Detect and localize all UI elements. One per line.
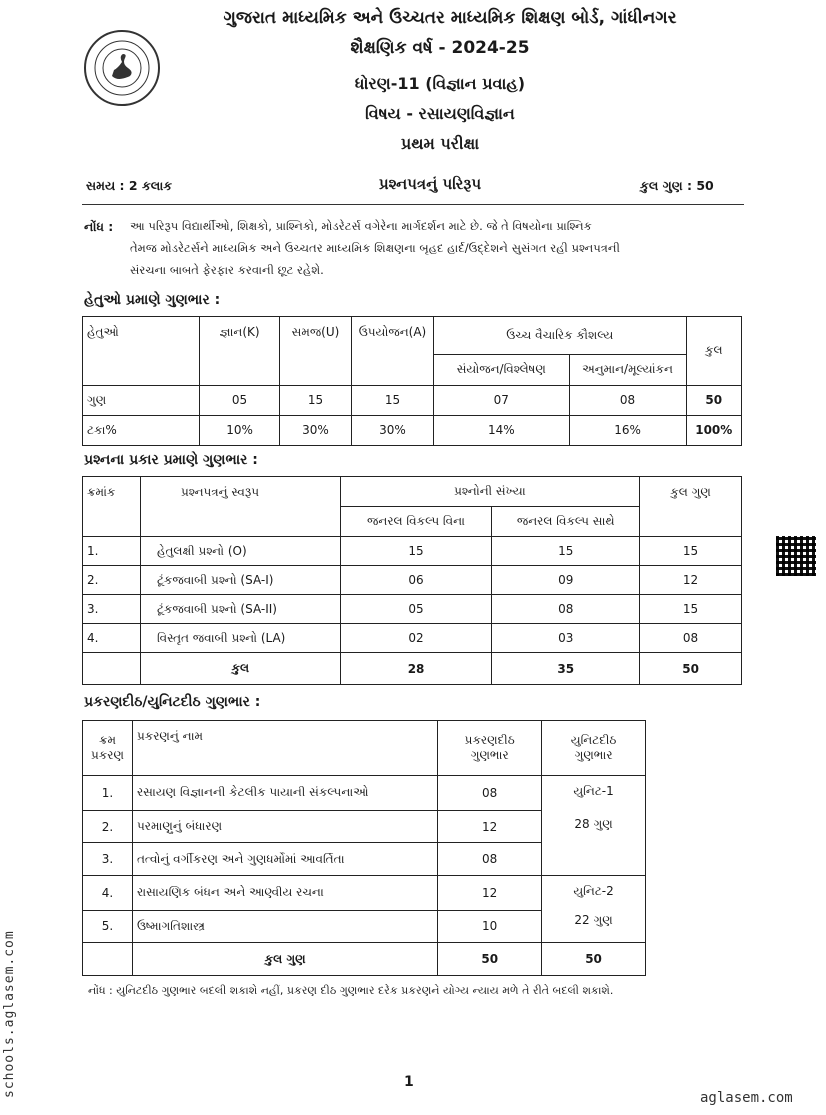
cell-chapter-name: રાસાયણિક બંધન અને આણ્વીય રચના — [132, 876, 437, 911]
board-name: ગુજરાત માધ્યમિક અને ઉચ્ચતર માધ્યમિક શિક્ષણ બોર્ડ, ગાંધીનગર — [223, 8, 677, 28]
table-row — [83, 537, 742, 566]
cell-sr: 2. — [83, 566, 141, 595]
cell-sr: 5. — [83, 910, 133, 943]
unit-1-marks: 28 ગુણ — [574, 817, 613, 832]
cell-sr: 1. — [83, 537, 141, 566]
note-label: નોંધ : — [84, 219, 114, 234]
subject-title: વિષય - રસાયણવિજ્ઞાન — [365, 104, 515, 123]
unit-2-marks: 22 ગુણ — [574, 913, 613, 927]
unit-2-name: યુનિટ-2 — [573, 884, 614, 898]
cell-marks: 10 — [438, 910, 542, 943]
site-watermark: aglasem.com — [700, 1090, 793, 1106]
col-evaluation: અનુમાન/મૂલ્યાંકન — [569, 355, 686, 385]
col-chapter-weight-line1: પ્રકરણદીઠ — [464, 733, 515, 748]
cell-value: 08 — [640, 624, 742, 653]
exam-title: પ્રથમ પરીક્ષા — [400, 134, 480, 153]
cell-chapter-name: પરમાણુનું બંધારણ — [132, 810, 437, 843]
col-knowledge: જ્ઞાન(K) — [200, 317, 280, 386]
col-with-option: જનરલ વિકલ્પ સાથે — [492, 507, 640, 537]
cell-value: 07 — [434, 385, 569, 415]
cell-sum-label: કુલ ગુણ — [132, 943, 437, 976]
cell-value: 15 — [640, 595, 742, 624]
col-form: પ્રશ્નપત્રનું સ્વરૂપ — [140, 477, 340, 537]
footnote: નોંધ : યુનિટદીઠ ગુણભાર બદલી શકાશે નહીં, પ્રકરણ દીઠ ગુણભાર દરેક પ્રકરણને યોગ્ય ન્યાય મળે તે રીતે બદલી શકાશે. — [88, 984, 614, 997]
col-understanding: સમજ(U) — [280, 317, 352, 386]
cell-value: 10% — [200, 415, 280, 445]
board-seal-logo — [84, 30, 160, 106]
cell-sr: 4. — [83, 876, 133, 911]
table-row — [83, 876, 646, 911]
col-question-count: પ્રશ્નોની સંખ્યા — [340, 477, 639, 507]
cell-sr: 3. — [83, 843, 133, 876]
cell-chapter-name: તત્વોનું વર્ગીકરણ અને ગુણધર્મોમાં આવર્તિતા — [132, 843, 437, 876]
col-sr-line1: ક્રમ — [99, 733, 116, 748]
unit-1-name: યુનિટ-1 — [573, 784, 614, 799]
cell-value: 15 — [280, 385, 352, 415]
table-row — [83, 415, 742, 445]
col-application: ઉપયોજન(A) — [351, 317, 433, 386]
col-sr-line2: પ્રકરણ — [91, 748, 124, 763]
swan-emblem-icon — [92, 38, 152, 98]
cell-sr: 1. — [83, 776, 133, 811]
col-chapter-weight-line2: ગુણભાર — [470, 748, 509, 763]
cell-value: 15 — [351, 385, 433, 415]
cell-value: 06 — [340, 566, 492, 595]
cell-value: 16% — [569, 415, 686, 445]
cell-sum: 28 — [340, 653, 492, 685]
cell-unit-2 — [542, 876, 646, 943]
col-sr: ક્રમાંક — [83, 477, 141, 537]
col-unit-weight — [542, 721, 646, 776]
cell-form: હેતુલક્ષી પ્રશ્નો (O) — [140, 537, 340, 566]
row-label: ટકા% — [83, 415, 200, 445]
col-total-marks: કુલ ગુણ — [640, 477, 742, 537]
cell-form: ટૂંકજવાબી પ્રશ્નો (SA-I) — [140, 566, 340, 595]
cell-value: 30% — [351, 415, 433, 445]
exam-time: સમય : 2 કલાક — [86, 178, 173, 193]
cell-marks: 12 — [438, 810, 542, 843]
cell-chapter-name: ઉષ્માગતિશાસ્ત્ર — [132, 910, 437, 943]
paper-design-title: પ્રશ્નપત્રનું પરિરૂપ — [378, 175, 482, 193]
cell-value: 15 — [492, 537, 640, 566]
cell-value: 12 — [640, 566, 742, 595]
page-number: 1 — [404, 1074, 414, 1090]
cell-value: 05 — [200, 385, 280, 415]
standard-title: ધોરણ-11 (વિજ્ઞાન પ્રવાહ) — [354, 74, 526, 93]
col-unit-weight-line1: યુનિટદીઠ — [570, 733, 617, 748]
table-row — [83, 385, 742, 415]
cell-form: વિસ્તૃત જવાબી પ્રશ્નો (LA) — [140, 624, 340, 653]
col-without-option: જનરલ વિકલ્પ વિના — [340, 507, 492, 537]
table-row — [83, 566, 742, 595]
academic-year: શૈક્ષણિક વર્ષ - 2024-25 — [350, 38, 530, 58]
chapter-weight-heading: પ્રકરણદીઠ/યુનિટદીઠ ગુણભાર : — [84, 694, 261, 710]
cell-sr: 4. — [83, 624, 141, 653]
cell-marks: 12 — [438, 876, 542, 911]
cell-total: 50 — [686, 385, 741, 415]
cell-empty — [83, 943, 133, 976]
question-type-table — [82, 476, 742, 685]
col-total: કુલ — [686, 317, 741, 386]
side-watermark: schools.aglasem.com — [2, 930, 17, 1098]
col-sr — [83, 721, 133, 776]
divider-line — [82, 204, 744, 205]
cell-sr: 2. — [83, 810, 133, 843]
cell-sr: 3. — [83, 595, 141, 624]
note-line-1: આ પરિરૂપ વિદ્યાર્થીઓ, શિક્ષકો, પ્રાશ્નિકો, મોડરેટર્સ વગેરેના માર્ગદર્શન માટે છે. જે તે વિષયોના પ્રાશ્નિક — [130, 219, 592, 233]
cell-form: ટૂંકજવાબી પ્રશ્નો (SA-II) — [140, 595, 340, 624]
cell-sum-label: કુલ — [140, 653, 340, 685]
cell-value: 14% — [434, 415, 569, 445]
cell-marks: 08 — [438, 843, 542, 876]
col-unit-weight-line2: ગુણભાર — [574, 748, 613, 763]
cell-marks: 08 — [438, 776, 542, 811]
col-objectives: હેતુઓ — [83, 317, 200, 386]
cell-empty — [83, 653, 141, 685]
cell-sum: 50 — [542, 943, 646, 976]
cell-value: 15 — [640, 537, 742, 566]
question-type-heading: પ્રશ્નના પ્રકાર પ્રમાણે ગુણભાર : — [84, 452, 258, 468]
objectives-heading: હેતુઓ પ્રમાણે ગુણભાર : — [84, 292, 221, 308]
note-line-3: સંરચના બાબતે ફેરફાર કરવાની છૂટ રહેશે. — [130, 263, 324, 277]
cell-value: 02 — [340, 624, 492, 653]
cell-value: 08 — [569, 385, 686, 415]
cell-unit-1 — [542, 776, 646, 876]
cell-value: 15 — [340, 537, 492, 566]
table-row — [83, 595, 742, 624]
col-analysis: સંયોજન/વિશ્લેષણ — [434, 355, 569, 385]
cell-value: 30% — [280, 415, 352, 445]
chapter-weight-table — [82, 720, 646, 976]
cell-sum: 35 — [492, 653, 640, 685]
cell-value: 08 — [492, 595, 640, 624]
col-chapter-name: પ્રકરણનું નામ — [132, 721, 437, 776]
col-hots: ઉચ્ચ વૈચારિક કૌશલ્ય — [434, 317, 687, 355]
total-marks: કુલ ગુણ : 50 — [640, 178, 714, 193]
cell-sum: 50 — [640, 653, 742, 685]
qr-code — [776, 536, 816, 576]
table-sum-row — [83, 653, 742, 685]
col-chapter-weight — [438, 721, 542, 776]
cell-value: 05 — [340, 595, 492, 624]
objectives-table — [82, 316, 742, 446]
cell-chapter-name: રસાયણ વિજ્ઞાનની કેટલીક પાયાની સંકલ્પનાઓ — [132, 776, 437, 811]
table-row — [83, 624, 742, 653]
row-label: ગુણ — [83, 385, 200, 415]
cell-value: 03 — [492, 624, 640, 653]
table-row — [83, 776, 646, 811]
cell-sum: 50 — [438, 943, 542, 976]
cell-total: 100% — [686, 415, 741, 445]
cell-value: 09 — [492, 566, 640, 595]
table-sum-row — [83, 943, 646, 976]
note-line-2: તેમજ મોડરેટર્સને માધ્યમિક અને ઉચ્ચતર માધ્યમિક શિક્ષણના બૃહદ હાર્દ/ઉદ્દેશને સુસંગત રહી પ્રશ્નપત્રની — [130, 241, 620, 255]
